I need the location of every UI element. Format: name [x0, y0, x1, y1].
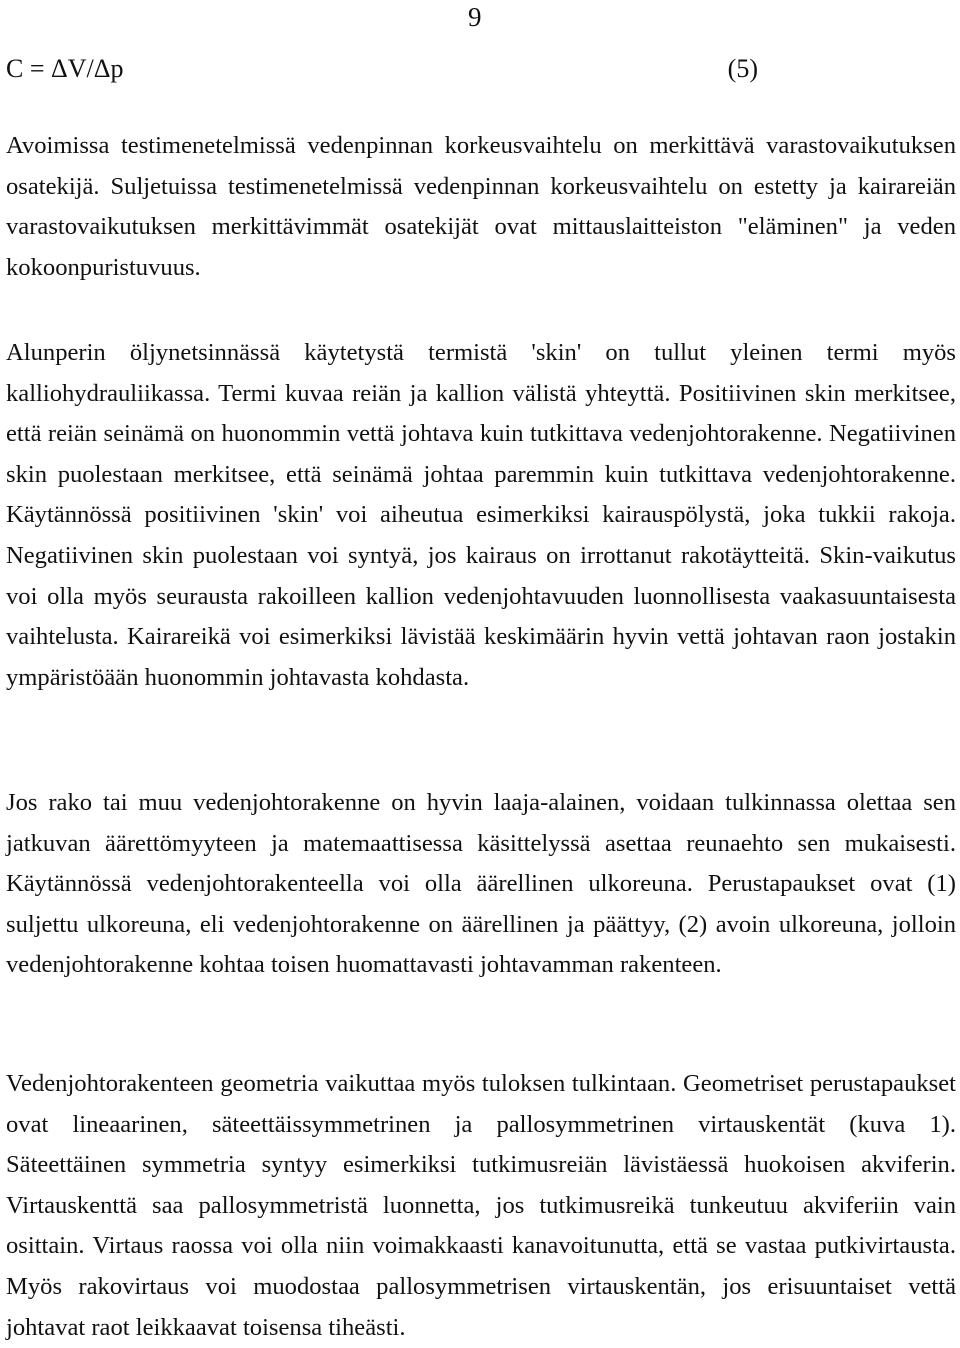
equation-number: (5): [727, 54, 758, 83]
page-number: 9: [468, 2, 482, 32]
paragraph-flow-geometry: Vedenjohtorakenteen geometria vaikuttaa myös tuloksen tulkintaan. Geometriset perustapaukset ovat lineaarinen, säteettäissymmetrinen ja pallosymmetrinen virtauskentät (kuva 1). Säteettäinen symmetria syntyy esimerkiksi tutkimusreiän lävistäessä huokoisen akviferin. Virtauskenttä saa pallosymmetristä luonnetta, jos tutkimusreikä tunkeutuu akviferiin vain osittain. Virtaus raossa voi olla niin voimakkaasti kanavoitunutta, että se vastaa putkivirtausta. Myös rakovirtaus voi muodostaa pallosymmetrisen virtauskentän, jos erisuuntaiset vettä johtavat raot leikkaavat toisensa tiheästi.: [6, 1070, 956, 1341]
paragraph-skin-effect: Alunperin öljynetsinnässä käytetystä termistä 'skin' on tullut yleinen termi myös kalliohydrauliikassa. Termi kuvaa reiän ja kallion välistä yhteyttä. Positiivinen skin merkitsee, että reiän seinämä on huonommin vettä johtava kuin tutkittava vedenjohtorakenne. Negatiivinen skin puolestaan merkitsee, että seinämä johtaa paremmin kuin tutkittava vedenjohtorakenne. Käytännössä positiivinen 'skin' voi aiheutua esimerkiksi kairauspölystä, joka tukkii rakoja. Negatiivinen skin puolestaan voi syntyä, jos kairaus on irrottanut rakotäytteitä. Skin-vaikutus voi olla myös seurausta rakoilleen kallion vedenjohtavuuden luonnollisesta vaakasuuntaisesta vaihtelusta. Kairareikä voi esimerkiksi lävistää keskimäärin hyvin vettä johtavan raon jostakin ympäristöään huonommin johtavasta kohdasta.: [6, 339, 956, 691]
paragraph-storage-effect: Avoimissa testimenetelmissä vedenpinnan korkeusvaihtelu on merkittävä varastovaikutuksen osatekijä. Suljetuissa testimenetelmissä vedenpinnan korkeusvaihtelu on estetty ja kairareiän varastovaikutuksen merkittävimmät osatekijät ovat mittauslaitteiston "eläminen" ja veden kokoonpuristuvuus.: [6, 132, 956, 281]
paragraph-boundary-conditions: Jos rako tai muu vedenjohtorakenne on hyvin laaja-alainen, voidaan tulkinnassa olettaa sen jatkuvan äärettömyyteen ja matemaattisessa käsittelyssä asettaa reunaehto sen mukaisesti. Käytännössä vedenjohtorakenteella voi olla äärellinen ulkoreuna. Perustapaukset ovat (1) suljettu ulkoreuna, eli vedenjohtorakenne on äärellinen ja päättyy, (2) avoin ulkoreuna, jolloin vedenjohtorakenne kohtaa toisen huomattavasti johtavamman rakenteen.: [6, 789, 956, 979]
equation: C = ΔV/Δp: [6, 54, 124, 83]
